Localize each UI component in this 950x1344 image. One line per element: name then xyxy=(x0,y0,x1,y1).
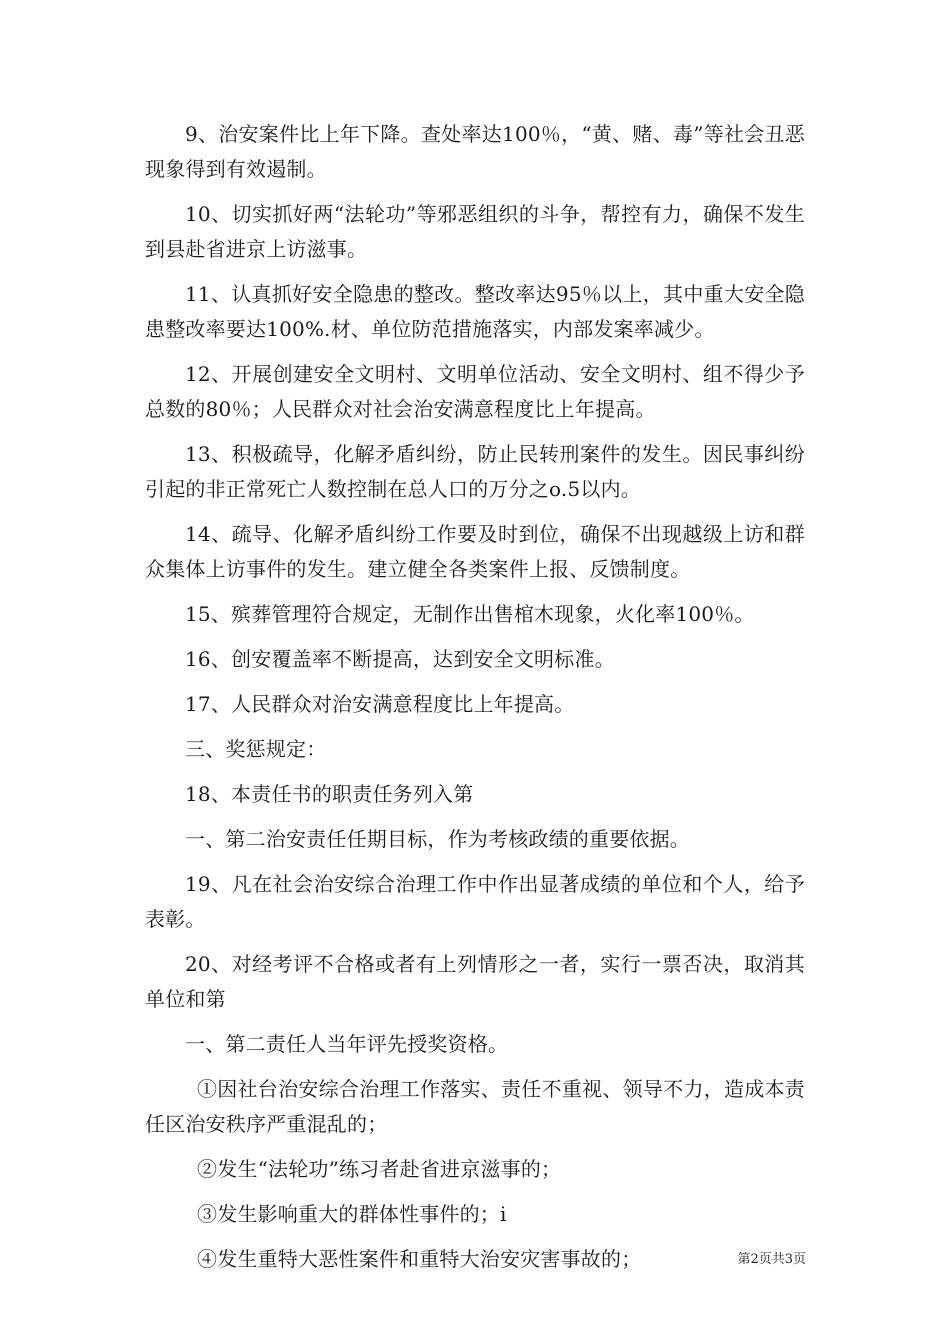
paragraph-item-20: 20、对经考评不合格或者有上列情形之一者，实行一票否决，取消其单位和第 xyxy=(145,952,805,1011)
paragraph-item-20-continued: 一、第二责任人当年评先授奖资格。 xyxy=(185,1032,509,1056)
section-heading-rewards: 三、奖惩规定： xyxy=(185,737,327,761)
paragraph-item-18-continued: 一、第二治安责任任期目标，作为考核政绩的重要依据。 xyxy=(185,827,690,851)
paragraph-item-17: 17、人民群众对治安满意程度比上年提高。 xyxy=(185,692,575,716)
paragraph-item-14: 14、疏导、化解矛盾纠纷工作要及时到位，确保不出现越级上访和群众集体上访事件的发生。建立健全各类案件上报、反馈制度。 xyxy=(145,522,805,581)
paragraph-item-12: 12、开展创建安全文明村、文明单位活动、安全文明村、组不得少予总数的80％；人民群众对社会治安满意程度比上年提高。 xyxy=(145,362,805,421)
paragraph-item-16: 16、创安覆盖率不断提高，达到安全文明标准。 xyxy=(185,647,615,671)
list-item-circled-3: ③发生影响重大的群体性事件的；i xyxy=(197,1202,507,1226)
paragraph-item-9: 9、治安案件比上年下降。查处率达100％，“黄、赌、毒”等社会丑恶现象得到有效遏制。 xyxy=(145,122,805,181)
paragraph-item-10: 10、切实抓好两“法轮功”等邪恶组织的斗争，帮控有力，确保不发生到县赴省进京上访滋事。 xyxy=(145,202,805,261)
document-body xyxy=(145,117,805,1287)
page-number-footer: 第2页共3页 xyxy=(737,1252,806,1267)
paragraph-item-13: 13、积极疏导，化解矛盾纠纷，防止民转刑案件的发生。因民事纠纷引起的非正常死亡人数控制在总人口的万分之o.5以内。 xyxy=(145,442,805,501)
list-item-circled-4: ④发生重特大恶性案件和重特大治安灾害事故的； xyxy=(197,1247,642,1271)
paragraph-item-15: 15、殡葬管理符合规定，无制作出售棺木现象，火化率100％。 xyxy=(185,602,755,626)
paragraph-item-18: 18、本责任书的职责任务列入第 xyxy=(185,782,474,806)
list-item-circled-1: ①因社台治安综合治理工作落实、责任不重视、领导不力，造成本责任区治安秩序严重混乱的； xyxy=(145,1077,805,1136)
list-item-circled-2: ②发生“法轮功”练习者赴省进京滋事的； xyxy=(197,1157,562,1181)
paragraph-item-19: 19、凡在社会治安综合治理工作中作出显著成绩的单位和个人，给予表彰。 xyxy=(145,872,805,931)
paragraph-item-11: 11、认真抓好安全隐患的整改。整改率达95％以上，其中重大安全隐患整改率要达100%.材、单位防范措施落实，内部发案率减少。 xyxy=(145,282,805,341)
